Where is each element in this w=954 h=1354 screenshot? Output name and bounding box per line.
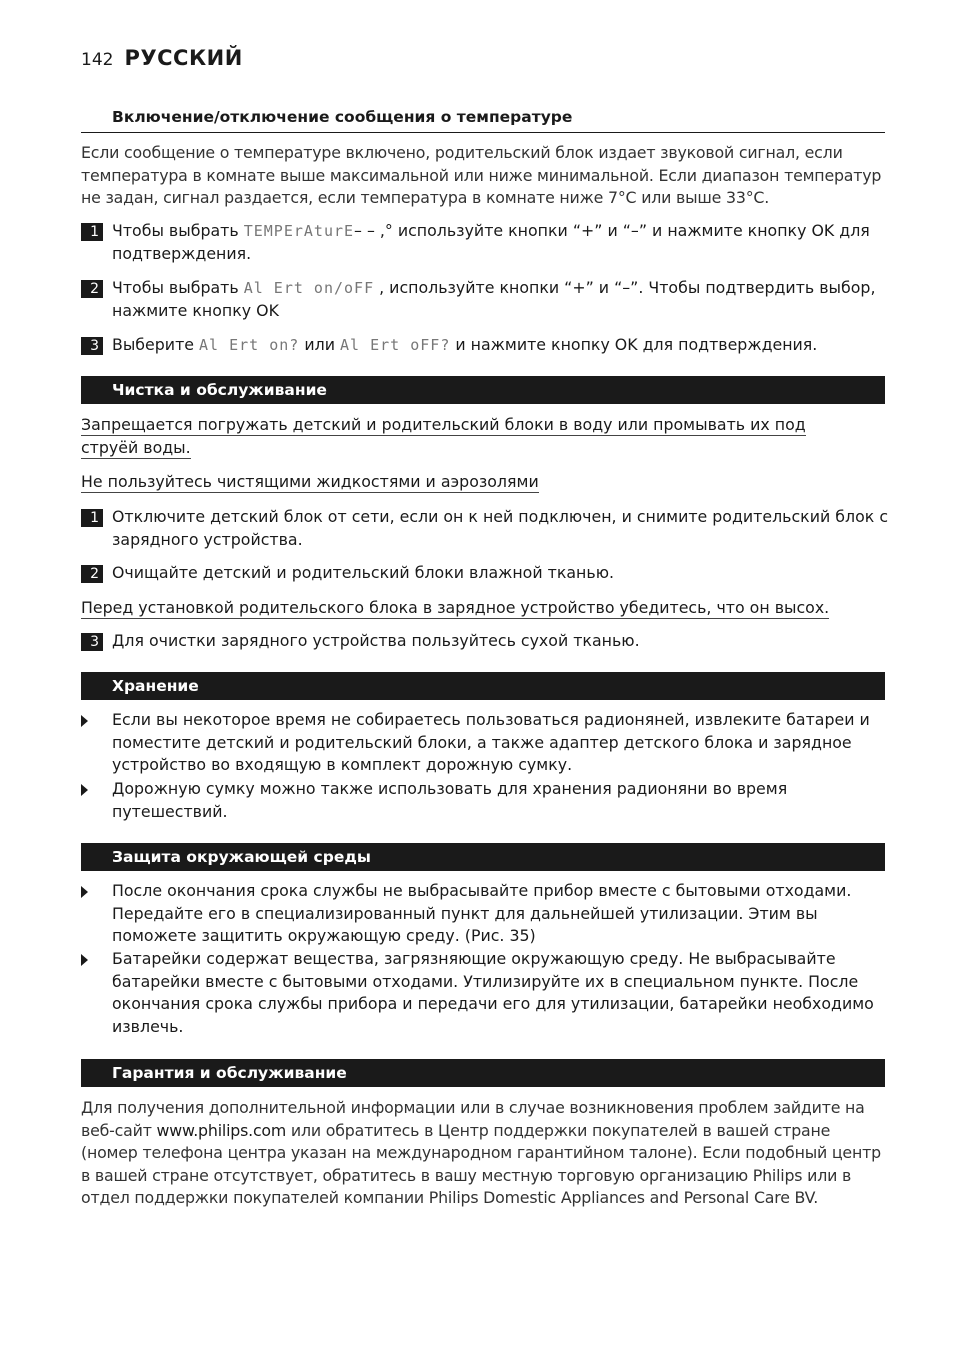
step-text: Чтобы выбрать Al Ert on/oFF , используйте кнопки “+” и “–”. Чтобы подтвердить выбор, нажмите кнопку OK	[112, 278, 876, 320]
section-bar-cleaning: Чистка и обслуживание	[81, 376, 885, 404]
page-number: 142	[81, 50, 114, 70]
step-text: Для очистки зарядного устройства пользуйтесь сухой тканью.	[112, 631, 640, 650]
lcd-text: Al Ert on/oFF	[243, 279, 375, 297]
step-text: Очищайте детский и родительский блоки влажной тканью.	[112, 563, 615, 582]
step-text: Чтобы выбрать TEMPErAturE– – ,° используйте кнопки “+” и “–” и нажмите кнопку OK для подтверждения.	[112, 221, 870, 263]
bullet-icon	[81, 886, 88, 898]
warranty-text: Для получения дополнительной информации или в случае возникновения проблем зайдите на веб-сайт www.philips.com или обратитесь в Центр поддержки покупателей в вашей стране (номер телефона центра указан на международном гарантийном талоне). Если подобный центр в вашей стране отсутствует, обратитесь в вашу местную торговую организацию Philips или в отдел поддержки покупателей компании Philips Domestic Appliances and Personal Care BV.	[81, 1098, 881, 1207]
step-number: 2	[81, 280, 103, 298]
temp-step-2	[81, 277, 889, 322]
environment-bullet-2: Батарейки содержат вещества, загрязняющие окружающую среду. Не выбрасывайте батарейки вместе с бытовыми отходами. Утилизируйте их в специальном пункте. После окончания срока службы прибора и передачи его для утилизации, батарейки необходимо извлечь.	[81, 948, 889, 1038]
philips-website-link[interactable]: www.philips.com	[156, 1120, 287, 1140]
step-text: Отключите детский блок от сети, если он к ней подключен, и снимите родительский блок с зарядного устройства.	[112, 507, 889, 549]
language-title: РУССКИЙ	[124, 46, 243, 70]
bullet-icon	[81, 715, 88, 727]
section-title-temperature-alert: Включение/отключение сообщения о температуре	[81, 108, 885, 133]
step-text: Выберите Al Ert on? или Al Ert oFF? и нажмите кнопку OK для подтверждения.	[112, 335, 818, 354]
bullet-icon	[81, 954, 88, 966]
lcd-text: Al Ert on?	[199, 336, 300, 354]
step-number: 1	[81, 509, 103, 527]
clean-step-3	[81, 630, 889, 653]
page-header	[81, 46, 243, 70]
temp-step-1	[81, 220, 889, 265]
temp-step-3	[81, 334, 889, 357]
step-number: 1	[81, 223, 103, 241]
section-bar-environment: Защита окружающей среды	[81, 843, 885, 871]
temperature-intro: Если сообщение о температуре включено, родительский блок издает звуковой сигнал, если температура в комнате выше максимальной или ниже минимальной. Если диапазон температур не задан, сигнал раздается, если температура в комнате ниже 7°C или выше 33°C.	[81, 143, 882, 207]
storage-bullet-2: Дорожную сумку можно также использовать для хранения радионяни во время путешествий.	[81, 778, 889, 823]
clean-step-2	[81, 562, 889, 585]
warning-no-cleaners: Не пользуйтесь чистящими жидкостями и аэрозолями	[81, 472, 539, 491]
clean-step-1	[81, 506, 889, 551]
step-number: 3	[81, 633, 103, 651]
lcd-text: TEMPErAturE	[243, 222, 355, 240]
warning-no-water: Запрещается погружать детский и родительский блоки в воду или промывать их под струёй воды.	[81, 415, 806, 457]
warning-dry-before-charging: Перед установкой родительского блока в зарядное устройство убедитесь, что он высох.	[81, 598, 830, 617]
step-number: 3	[81, 337, 103, 355]
bullet-icon	[81, 784, 88, 796]
environment-bullet-1: После окончания срока службы не выбрасывайте прибор вместе с бытовыми отходами. Передайте его в специализированный пункт для дальнейшей утилизации. Этим вы поможете защитить окружающую среду. (Рис. 35)	[81, 880, 889, 948]
storage-bullet-1: Если вы некоторое время не собираетесь пользоваться радионяней, извлеките батареи и поместите детский и родительский блоки, а также адаптер детского блока и зарядное устройство во входящую в комплект дорожную сумку.	[81, 709, 889, 777]
section-bar-storage: Хранение	[81, 672, 885, 700]
lcd-text: Al Ert oFF?	[340, 336, 451, 354]
step-number: 2	[81, 565, 103, 583]
section-bar-warranty: Гарантия и обслуживание	[81, 1059, 885, 1087]
